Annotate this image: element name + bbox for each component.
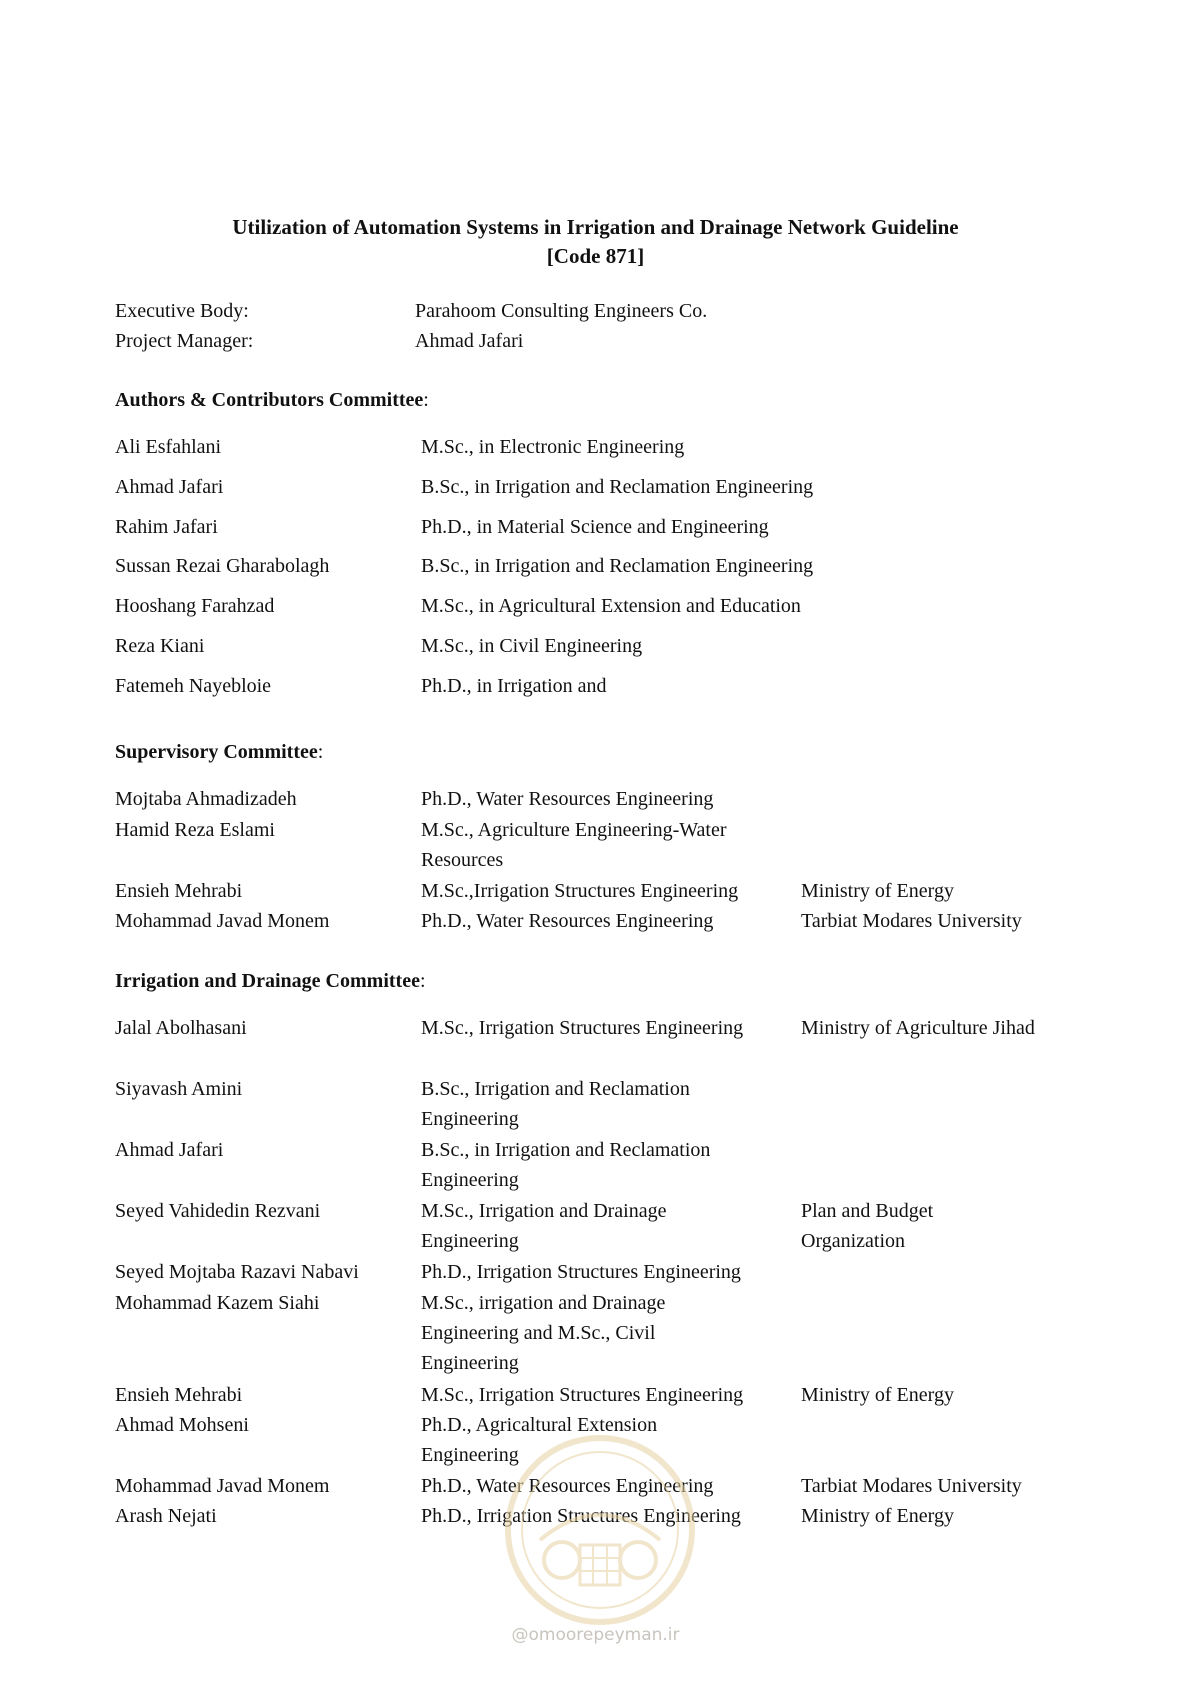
member-organization: Ministry of Energy <box>801 1505 954 1527</box>
member-degree: M.Sc.,Irrigation Structures Engineering <box>421 880 739 902</box>
member-name: Siyavash Amini <box>115 1078 243 1100</box>
section-heading-irrigation: Irrigation and Drainage Committee: <box>115 970 426 992</box>
member-name: Hooshang Farahzad <box>115 595 275 617</box>
member-organization: Plan and Budget Organization <box>801 1200 934 1252</box>
member-name: Reza Kiani <box>115 635 205 657</box>
member-name: Ahmad Jafari <box>115 1139 224 1161</box>
member-degree: M.Sc., Agriculture Engineering-Water Resources <box>421 819 727 871</box>
member-name: Mohammad Javad Monem <box>115 910 330 932</box>
member-name: Mohammad Javad Monem <box>115 1475 330 1497</box>
section-heading-supervisory: Supervisory Committee: <box>115 741 324 763</box>
member-degree: Ph.D., Water Resources Engineering <box>421 910 714 932</box>
executive-body-label: Executive Body: <box>115 300 249 322</box>
member-name: Ensieh Mehrabi <box>115 880 243 902</box>
member-degree: M.Sc., Irrigation Structures Engineering <box>421 1017 744 1039</box>
section-heading-authors: Authors & Contributors Committee: <box>115 389 429 411</box>
member-name: Hamid Reza Eslami <box>115 819 275 841</box>
member-organization: Tarbiat Modares University <box>801 1475 1022 1497</box>
member-degree: Ph.D., in Irrigation and <box>421 675 607 697</box>
member-name: Ensieh Mehrabi <box>115 1384 243 1406</box>
member-name: Sussan Rezai Gharabolagh <box>115 555 330 577</box>
member-degree: Ph.D., Agricaltural Extension Engineering <box>421 1414 658 1466</box>
watermark-seal-icon <box>500 1430 700 1640</box>
member-degree: B.Sc., Irrigation and Reclamation Engineering <box>421 1078 690 1130</box>
member-name: Ahmad Jafari <box>115 476 224 498</box>
member-degree: B.Sc., in Irrigation and Reclamation Engineering <box>421 555 814 577</box>
member-degree: M.Sc., Irrigation and Drainage Engineering <box>421 1200 667 1252</box>
member-degree: M.Sc., in Electronic Engineering <box>421 436 685 458</box>
document-title <box>0 213 1191 271</box>
member-name: Ahmad Mohseni <box>115 1414 249 1436</box>
member-degree: Ph.D., Water Resources Engineering <box>421 1475 714 1497</box>
project-manager-label: Project Manager: <box>115 330 254 352</box>
member-organization: Ministry of Energy <box>801 1384 954 1406</box>
project-manager-value: Ahmad Jafari <box>415 330 524 352</box>
member-name: Seyed Mojtaba Razavi Nabavi <box>115 1261 359 1283</box>
member-organization: Ministry of Agriculture Jihad <box>801 1017 1035 1039</box>
member-degree: M.Sc., irrigation and Drainage Engineering and M.Sc., Civil Engineering <box>421 1292 666 1374</box>
member-degree: B.Sc., in Irrigation and Reclamation Engineering <box>421 1139 711 1191</box>
member-degree: Ph.D., Irrigation Structures Engineering <box>421 1261 741 1283</box>
member-organization: Ministry of Energy <box>801 880 954 902</box>
member-name: Arash Nejati <box>115 1505 217 1527</box>
member-degree: B.Sc., in Irrigation and Reclamation Engineering <box>421 476 814 498</box>
member-degree: Ph.D., in Material Science and Engineering <box>421 516 769 538</box>
title-line-1: Utilization of Automation Systems in Irrigation and Drainage Network Guideline <box>232 215 959 239</box>
member-name: Seyed Vahidedin Rezvani <box>115 1200 321 1222</box>
member-degree: Ph.D., Water Resources Engineering <box>421 788 714 810</box>
member-name: Mohammad Kazem Siahi <box>115 1292 320 1314</box>
member-name: Fatemeh Nayebloie <box>115 675 272 697</box>
member-degree: M.Sc., Irrigation Structures Engineering <box>421 1384 744 1406</box>
member-name: Mojtaba Ahmadizadeh <box>115 788 297 810</box>
member-name: Rahim Jafari <box>115 516 218 538</box>
member-degree: Ph.D., Irrigation Structures Engineering <box>421 1505 741 1527</box>
member-name: Jalal Abolhasani <box>115 1017 247 1039</box>
member-name: Ali Esfahlani <box>115 436 222 458</box>
member-organization: Tarbiat Modares University <box>801 910 1022 932</box>
member-degree: M.Sc., in Agricultural Extension and Education <box>421 595 801 617</box>
executive-body-value: Parahoom Consulting Engineers Co. <box>415 300 708 322</box>
member-degree: M.Sc., in Civil Engineering <box>421 635 643 657</box>
title-line-2: [Code 871] <box>546 244 645 268</box>
watermark-text: @omoorepeyman.ir <box>511 1625 680 1645</box>
